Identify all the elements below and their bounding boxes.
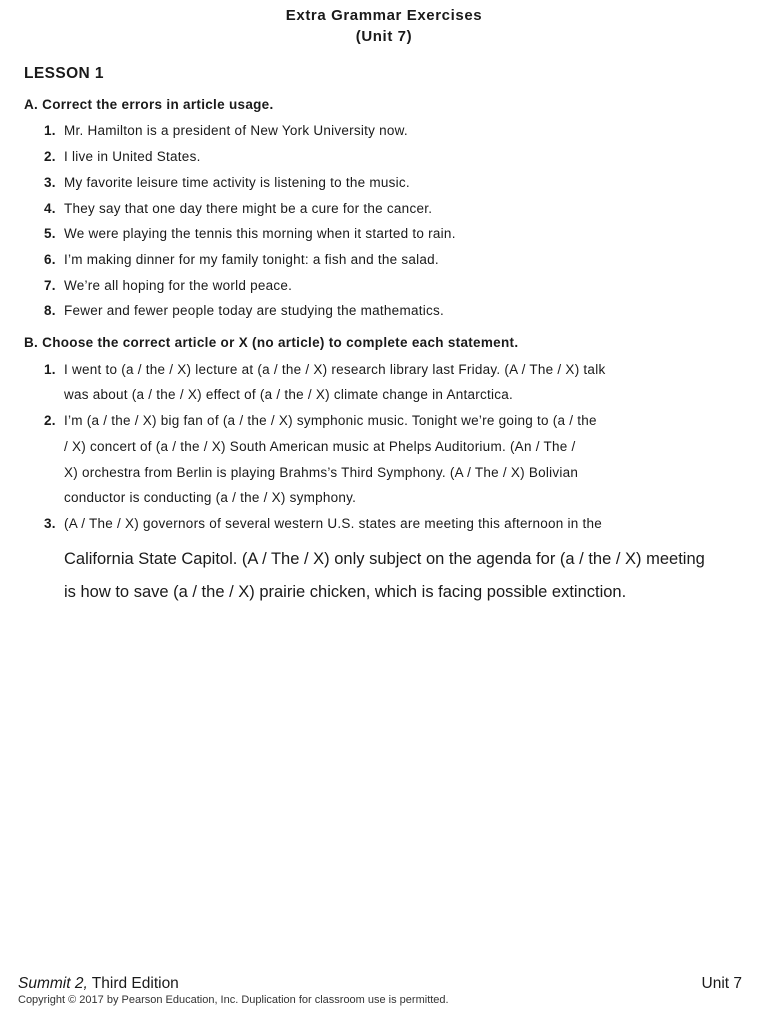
item-text: Fewer and fewer people today are studying the mathematics. — [64, 303, 444, 318]
document-header — [0, 5, 768, 47]
item-text: I’m making dinner for my family tonight: a fish and the salad. — [64, 252, 439, 267]
item-number: 3. — [44, 175, 56, 190]
item-text: We’re all hoping for the world peace. — [64, 278, 293, 293]
item-number: 5. — [44, 226, 56, 241]
exercise-b-item-3-line-2: California State Capitol. (A / The / X) only subject on the agenda for (a / the / X) meeting — [64, 550, 705, 568]
exercise-a-item-4 — [44, 199, 432, 219]
exercise-b-item-1-line-2: was about (a / the / X) effect of (a / the / X) climate change in Antarctica. — [64, 387, 513, 402]
item-number: 2. — [44, 413, 56, 428]
item-number: 4. — [44, 201, 56, 216]
item-number: 2. — [44, 149, 56, 164]
exercise-a-item-1 — [44, 121, 408, 141]
item-number: 8. — [44, 303, 56, 318]
item-number: 7. — [44, 278, 56, 293]
footer-copyright: Copyright © 2017 by Pearson Education, Inc. Duplication for classroom use is permitted. — [18, 994, 449, 1006]
exercise-b-item-2-line-3: X) orchestra from Berlin is playing Brahms’s Third Symphony. (A / The / X) Bolivian — [64, 465, 579, 480]
exercise-a-item-7 — [44, 276, 292, 296]
exercise-a-item-8 — [44, 301, 444, 321]
exercise-b-item-2-line-4: conductor is conducting (a / the / X) symphony. — [64, 490, 357, 505]
book-title: Summit 2, — [18, 975, 88, 992]
document-title: Extra Grammar Exercises — [285, 7, 483, 24]
exercise-a-item-5 — [44, 224, 456, 244]
item-text: Mr. Hamilton is a president of New York University now. — [64, 123, 408, 138]
exercise-b-item-3 — [44, 514, 602, 534]
document-subtitle: (Unit 7) — [355, 28, 413, 45]
exercise-a-item-6 — [44, 250, 439, 270]
item-text: My favorite leisure time activity is listening to the music. — [64, 175, 410, 190]
exercise-b-item-1 — [44, 360, 605, 380]
exercise-b-item-2-line-2: / X) concert of (a / the / X) South American music at Phelps Auditorium. (An / The / — [64, 439, 576, 454]
lesson-heading: LESSON 1 — [24, 65, 104, 82]
exercise-b-item-2 — [44, 411, 597, 431]
exercise-b-item-3-line-3: is how to save (a / the / X) prairie chicken, which is facing possible extinction. — [64, 583, 627, 601]
item-text: We were playing the tennis this morning when it started to rain. — [64, 226, 456, 241]
exercise-a-item-3 — [44, 173, 410, 193]
item-number: 1. — [44, 123, 56, 138]
book-edition: Third Edition — [87, 975, 179, 992]
item-text-line: (A / The / X) governors of several western U.S. states are meeting this afternoon in the — [64, 516, 603, 531]
section-b-title: B. Choose the correct article or X (no article) to complete each statement. — [24, 335, 519, 350]
item-number: 6. — [44, 252, 56, 267]
section-a-title: A. Correct the errors in article usage. — [24, 97, 274, 112]
item-text: They say that one day there might be a cure for the cancer. — [64, 201, 433, 216]
item-number: 1. — [44, 362, 56, 377]
footer-unit: Unit 7 — [701, 975, 742, 992]
footer-book-title — [18, 974, 179, 994]
exercise-a-item-2 — [44, 147, 201, 167]
item-text-line: I’m (a / the / X) big fan of (a / the / X) symphonic music. Tonight we’re going to (a / the — [64, 413, 597, 428]
item-text: I live in United States. — [64, 149, 201, 164]
item-text-line: I went to (a / the / X) lecture at (a / the / X) research library last Friday. (A / The / X) talk — [64, 362, 606, 377]
item-number: 3. — [44, 516, 56, 531]
